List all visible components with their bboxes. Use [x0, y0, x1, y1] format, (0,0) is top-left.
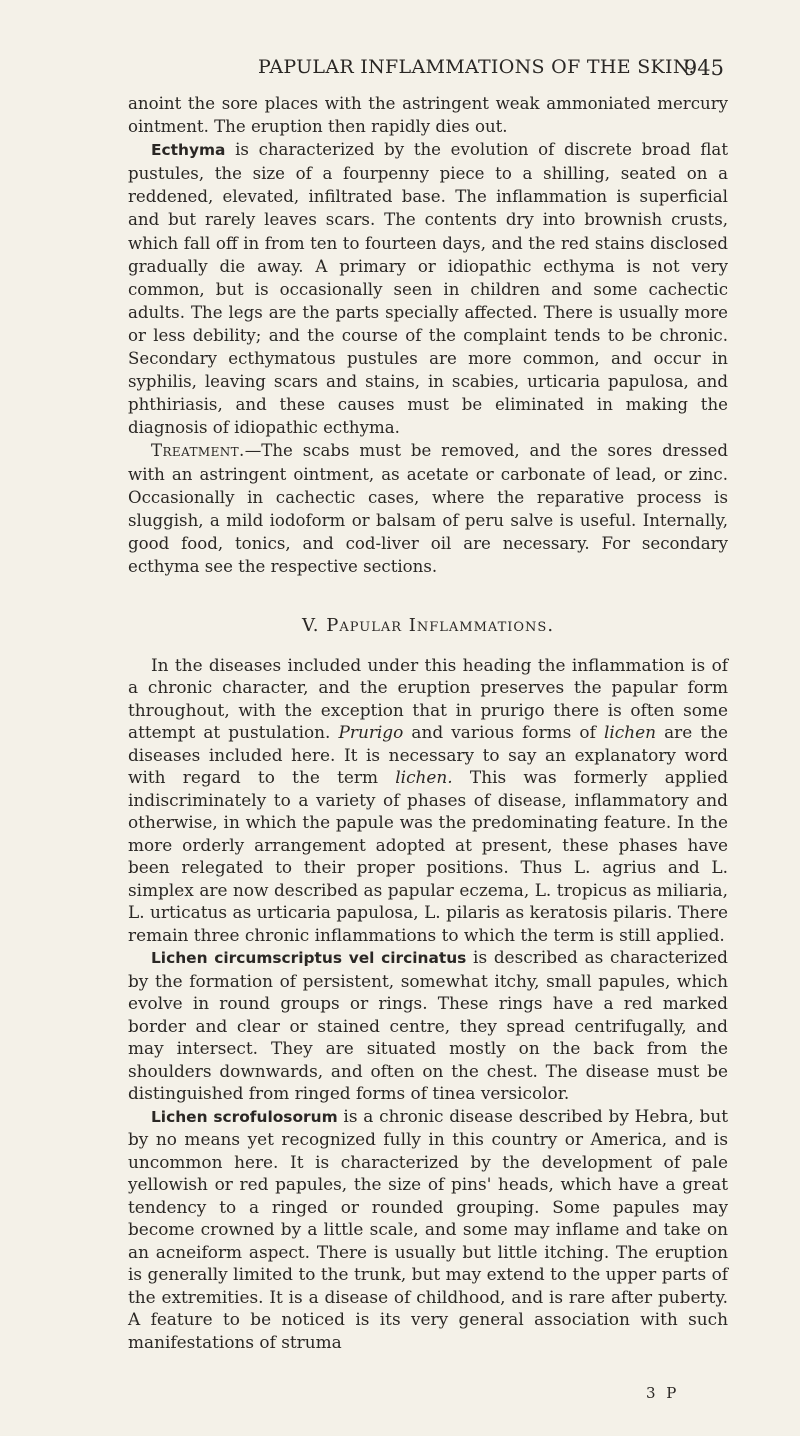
paragraph-ecthyma: [128, 138, 728, 439]
section-heading: V. Papular Inflammations.: [301, 614, 555, 636]
intro-text-c: are the diseases included here. It is necessary to say an explanatory word with regard to the term: [128, 722, 728, 788]
running-header: [128, 56, 728, 84]
ecthyma-description: is characterized by the evolution of discrete broad flat pustules, the size of a fourpenny piece to a shilling, seated on a reddened, elevated, infiltrated base. The inflammation is superficial and but rarely leaves scars. The contents dry into brownish crusts, which fall off in from ten to fourteen days, and the red stains disclosed gradually die away. A primary or idiopathic ecthyma is not very common, but is occasionally seen in children and some cachectic adults. The legs are the parts specially affected. There is usually more or less debility; and the course of the complaint tends to be chronic. Secondary ecthymatous pustules are more common, and occur in syphilis, leaving scars and stains, in scabies, urticaria papulosa, and phthiriasis, and these causes must be eliminated in making the diagnosis of idiopathic ecthyma.: [128, 140, 728, 438]
section-papular-inflammations: [128, 654, 728, 1354]
term-lichen-scrofulosorum: Lichen scrofulosorum: [151, 1107, 338, 1126]
lichen-circumscriptus-description: is described as characterized by the formation of persistent, somewhat itchy, small papules, which evolve in round groups or rings. These rings have a red marked border and clear or stained centre, they spread centrifugally, and may intersect. They are situated mostly on the back from the shoulders downwards, and often on the chest. The disease must be distinguished from ringed forms of tinea versicolor.: [128, 947, 728, 1104]
paragraph-treatment: [128, 439, 728, 578]
paragraph-ointment: anoint the sore places with the astringent weak ammoniated mercury ointment. The eruption then rapidly dies out.: [128, 94, 728, 137]
term-lichen-circumscriptus: Lichen circumscriptus vel circinatus: [151, 949, 467, 968]
body-text: [128, 92, 728, 1353]
intro-text-b: and various forms of: [403, 722, 604, 743]
paragraph-lichen-scrofulosorum: [128, 1105, 728, 1354]
paragraph-intro: [128, 654, 728, 947]
running-title: PAPULAR INFLAMMATIONS OF THE SKIN.: [258, 56, 695, 78]
intro-em-prurigo: Prurigo: [338, 722, 404, 743]
term-ecthyma: Ecthyma: [151, 141, 226, 160]
intro-text-d: This was formerly applied indiscriminately to a variety of phases of disease, inflammatory and otherwise, in which the papule was the predominating feature. In the more orderly arrangement adopted at present, these phases have been relegated to their proper positions. Thus L. agrius and L. simplex are now described as papular eczema, L. tropicus as miliaria, L. urticatus as urticaria papulosa, L. pilaris as keratosis pilaris. There remain three chronic inflammations to which the term is still applied.: [128, 767, 729, 945]
treatment-description: —The scabs must be removed, and the sores dressed with an astringent ointment, as acetate or carbonate of lead, or zinc. Occasionally in cachectic cases, where the reparative process is sluggish, a mild iodoform or balsam of peru salve is useful. Internally, good food, tonics, and cod-liver oil are necessary. For secondary ecthyma see the respective sections.: [128, 441, 728, 576]
signature-mark: 3 P: [646, 1384, 680, 1402]
term-treatment: Treatment.: [151, 441, 245, 461]
intro-em-lichen-term: lichen.: [395, 767, 453, 788]
page-number: 945: [683, 56, 724, 80]
intro-em-lichen: lichen: [603, 722, 656, 743]
intro-text-a: In the diseases included under this heading the inflammation is of a chronic character, and the eruption preserves the papular form throughout, with the exception that in prurigo there is often some attempt at pustulation.: [128, 654, 728, 743]
lichen-scrofulosorum-description: is a chronic disease described by Hebra, but by no means yet recognized fully in this country or America, and is uncommon here. It is characterized by the development of pale yellowish or red papules, the size of pins' heads, which have a great tendency to a ringed or rounded grouping. Some papules may become crowned by a little scale, and some may inflame and take on an acneiform aspect. There is usually but little itching. The eruption is generally limited to the trunk, but may extend to the upper parts of the extremities. It is a disease of childhood, and is rare after puberty. A feature to be noticed is its very general association with such manifestations of struma: [128, 1105, 728, 1352]
paragraph-lichen-circumscriptus: [128, 946, 728, 1105]
